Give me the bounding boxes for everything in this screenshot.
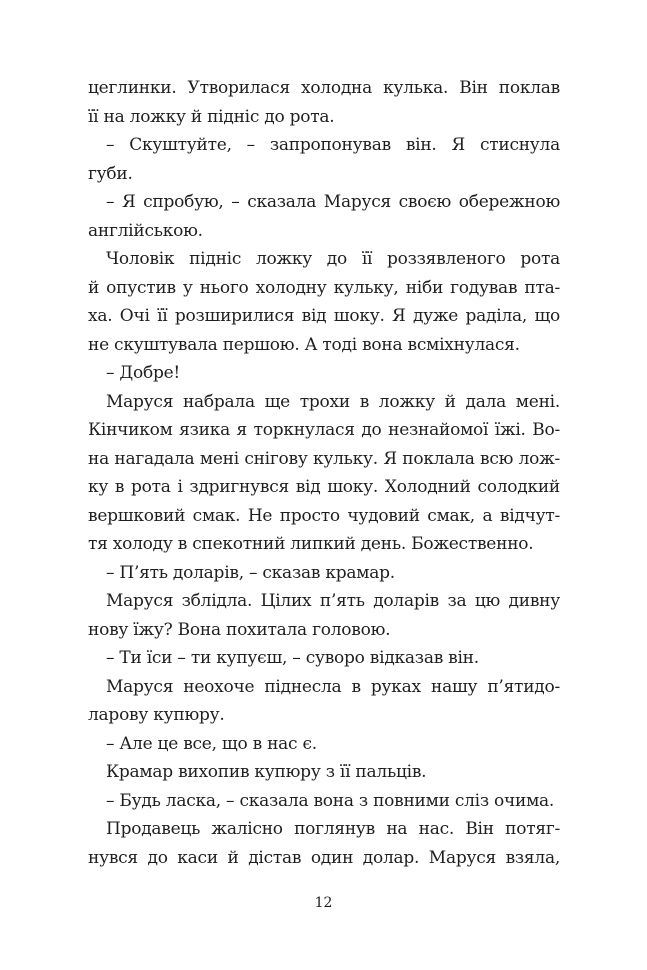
text-line: на нагадала мені снігову кульку. Я поклала всю лож-	[88, 448, 560, 469]
text-line: Кінчиком язика я торкнулася до незнайомої їжі. Во-	[88, 420, 560, 440]
text-line: – П’ять доларів, – сказав крамар.	[106, 562, 395, 583]
text-line: – Добре!	[106, 363, 180, 383]
text-line: – Будь ласка, – сказала вона з повними сліз очима.	[106, 790, 555, 811]
text-line: цеглинки. Утворилася холодна кулька. Він поклав	[88, 78, 560, 98]
body-text	[88, 74, 560, 872]
text-line: ларову купюру.	[88, 705, 225, 725]
text-line: Продавець жалісно поглянув на нас. Він потяг-	[106, 819, 560, 839]
text-line: вершковий смак. Не просто чудовий смак, а відчут-	[88, 505, 560, 526]
page-number: 12	[314, 895, 333, 911]
text-line: – Скуштуйте, – запропонував він. Я стиснула	[106, 135, 560, 155]
text-line: тя холоду в спекотний липкий день. Божественно.	[88, 534, 534, 554]
text-line: Маруся неохоче піднесла в руках нашу п’ятидо-	[106, 676, 560, 697]
text-line: Маруся зблідла. Цілих п’ять доларів за цю дивну	[106, 591, 560, 611]
text-line: нувся до каси й дістав один долар. Маруся взяла,	[88, 847, 560, 868]
text-line: ха. Очі її розширилися від шоку. Я дуже раділа, що	[88, 306, 560, 326]
text-line: англійською.	[88, 220, 203, 241]
text-line: ку в рота і здригнувся від шоку. Холодний солодкий	[88, 477, 560, 497]
text-line: її на ложку й підніс до рота.	[88, 106, 335, 127]
text-line: Маруся набрала ще трохи в ложку й дала мені.	[106, 391, 560, 412]
text-line: губи.	[88, 163, 133, 184]
text-line: не скуштувала першою. А тоді вона всміхнулася.	[88, 334, 520, 355]
text-line: – Я спробую, – сказала Маруся своєю обережною	[106, 192, 560, 212]
text-line: Чоловік підніс ложку до її роззявленого рота	[106, 249, 560, 269]
text-line: нову їжу? Вона похитала головою.	[88, 619, 391, 640]
text-line: – Але це все, що в нас є.	[106, 733, 317, 754]
text-line: й опустив у нього холодну кульку, ніби годував пта-	[88, 277, 560, 298]
text-line: – Ти їси – ти купуєш, – суворо відказав він.	[106, 648, 479, 668]
text-line: Крамар вихопив купюру з її пальців.	[106, 762, 427, 782]
